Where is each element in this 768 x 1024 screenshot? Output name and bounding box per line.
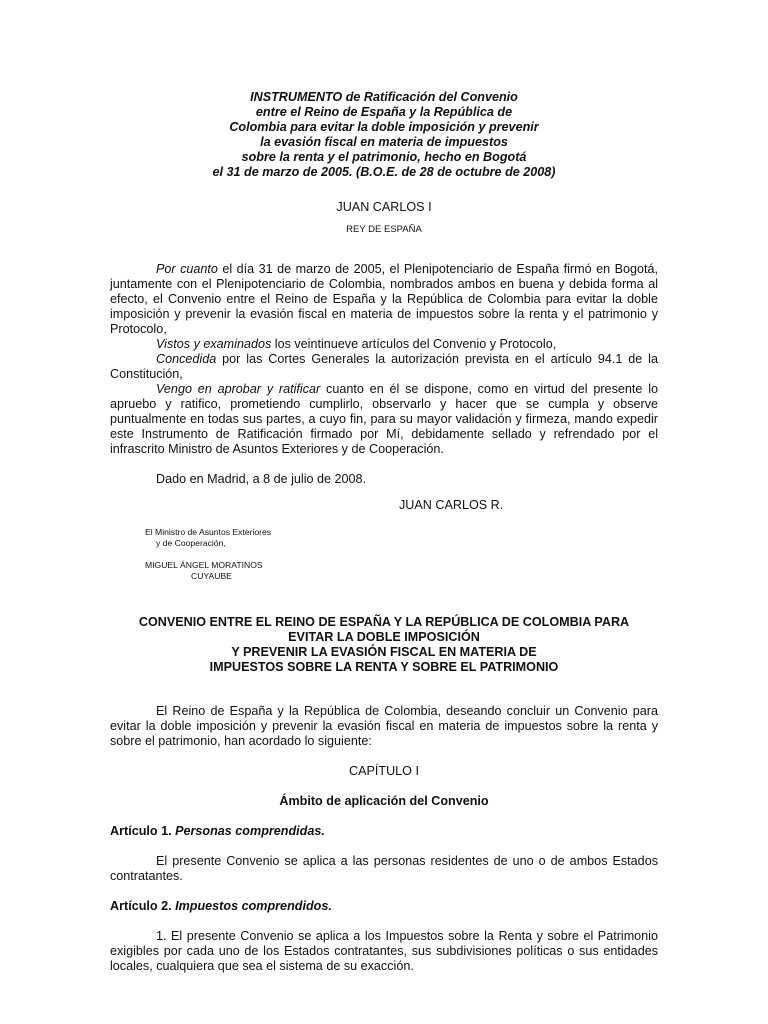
preamble-paragraph-1 xyxy=(110,262,658,337)
king-title: REY DE ESPAÑA xyxy=(346,224,422,235)
paragraph-text: los veintinueve artículos del Convenio y Protocolo, xyxy=(271,337,557,351)
article-title: Personas comprendidas. xyxy=(175,824,325,838)
paragraph-text: cuanto en él se dispone, como en virtud del presente lo apruebo y ratifico, prometiendo cumplirlo, observarlo y hacer que se cumpla y observe puntualmente en todas sus partes, a cuyo fin, para su mayor validación y firmeza, mando expedir este Instrumento de Ratificación firmado por Mí, debidamente sellado y refrendado por el infrascrito Ministro de Asuntos Exteriores y de Cooperación. xyxy=(110,382,658,456)
paragraph-text: por las Cortes Generales la autorización prevista en el artículo 94.1 de la Constitución, xyxy=(110,352,658,381)
preamble-paragraph-3 xyxy=(110,352,658,382)
article-heading xyxy=(110,899,658,914)
title-line: sobre la renta y el patrimonio, hecho en Bogotá xyxy=(241,150,527,164)
title-line: INSTRUMENTO de Ratificación del Convenio xyxy=(250,90,518,104)
dated-line: Dado en Madrid, a 8 de julio de 2008. xyxy=(156,472,367,486)
article-text: El presente Convenio se aplica a las personas residentes de uno o de ambos Estados contratantes. xyxy=(110,854,658,883)
title-line: IMPUESTOS SOBRE LA RENTA Y SOBRE EL PATRIMONIO xyxy=(209,660,559,674)
king-name: JUAN CARLOS I xyxy=(336,200,432,214)
paragraph-lead: Por cuanto xyxy=(156,262,218,276)
convenio-intro: El Reino de España y la República de Colombia, deseando concluir un Convenio para evitar la doble imposición y prevenir la evasión fiscal en materia de impuestos sobre la renta y sobre el patrimonio, han acordado lo siguiente: xyxy=(110,704,658,748)
minister-title: El Ministro de Asuntos Exteriores xyxy=(145,527,272,537)
document-page xyxy=(110,90,658,974)
minister-title: y de Cooperación, xyxy=(156,538,226,548)
title-line: entre el Reino de España y la República de xyxy=(255,105,513,119)
paragraph-lead: Vistos y examinados xyxy=(156,337,272,351)
chapter-heading: CAPÍTULO I xyxy=(349,764,419,778)
minister-name: MIGUEL ÁNGEL MORATINOS xyxy=(145,560,263,570)
title-line: el 31 de marzo de 2005. (B.O.E. de 28 de octubre de 2008) xyxy=(212,165,556,179)
title-line: EVITAR LA DOBLE IMPOSICIÓN xyxy=(288,630,480,644)
convenio-title xyxy=(110,615,658,675)
paragraph-lead: Concedida xyxy=(156,352,217,366)
chapter-title: Ámbito de aplicación del Convenio xyxy=(279,794,489,808)
preamble-paragraph-2 xyxy=(110,337,658,352)
paragraph-text: el día 31 de marzo de 2005, el Plenipotenciario de España firmó en Bogotá, juntamente con el Plenipotenciario de Colombia, nombrados ambos en buena y debida forma al efecto, el Convenio entre el Reino de España y la República de Colombia para evitar la doble imposición y prevenir la evasión fiscal en materia de impuestos sobre la renta y el patrimonio y Protocolo, xyxy=(110,262,658,336)
article-label: Artículo 2. xyxy=(110,899,172,913)
article-text: 1. El presente Convenio se aplica a los Impuestos sobre la Renta y sobre el Patrimonio exigibles por cada uno de los Estados contratantes, sus subdivisiones políticas o sus entidades locales, cualquiera que sea el sistema de su exacción. xyxy=(110,929,658,973)
title-line: la evasión fiscal en materia de impuestos xyxy=(260,135,508,149)
title-line: Y PREVENIR LA EVASIÓN FISCAL EN MATERIA DE xyxy=(231,645,537,659)
article-label: Artículo 1. xyxy=(110,824,172,838)
paragraph-lead: Vengo en aprobar y ratificar xyxy=(156,382,321,396)
minister-block xyxy=(110,527,658,582)
document-title xyxy=(110,90,658,180)
minister-name: CUYAUBE xyxy=(191,571,232,581)
article-heading xyxy=(110,824,658,839)
article-title: Impuestos comprendidos. xyxy=(175,899,332,913)
preamble-paragraph-4 xyxy=(110,382,658,457)
title-line: CONVENIO ENTRE EL REINO DE ESPAÑA Y LA REPÚBLICA DE COLOMBIA PARA xyxy=(138,615,630,629)
title-line: Colombia para evitar la doble imposición y prevenir xyxy=(229,120,539,134)
royal-signature: JUAN CARLOS R. xyxy=(399,498,504,512)
